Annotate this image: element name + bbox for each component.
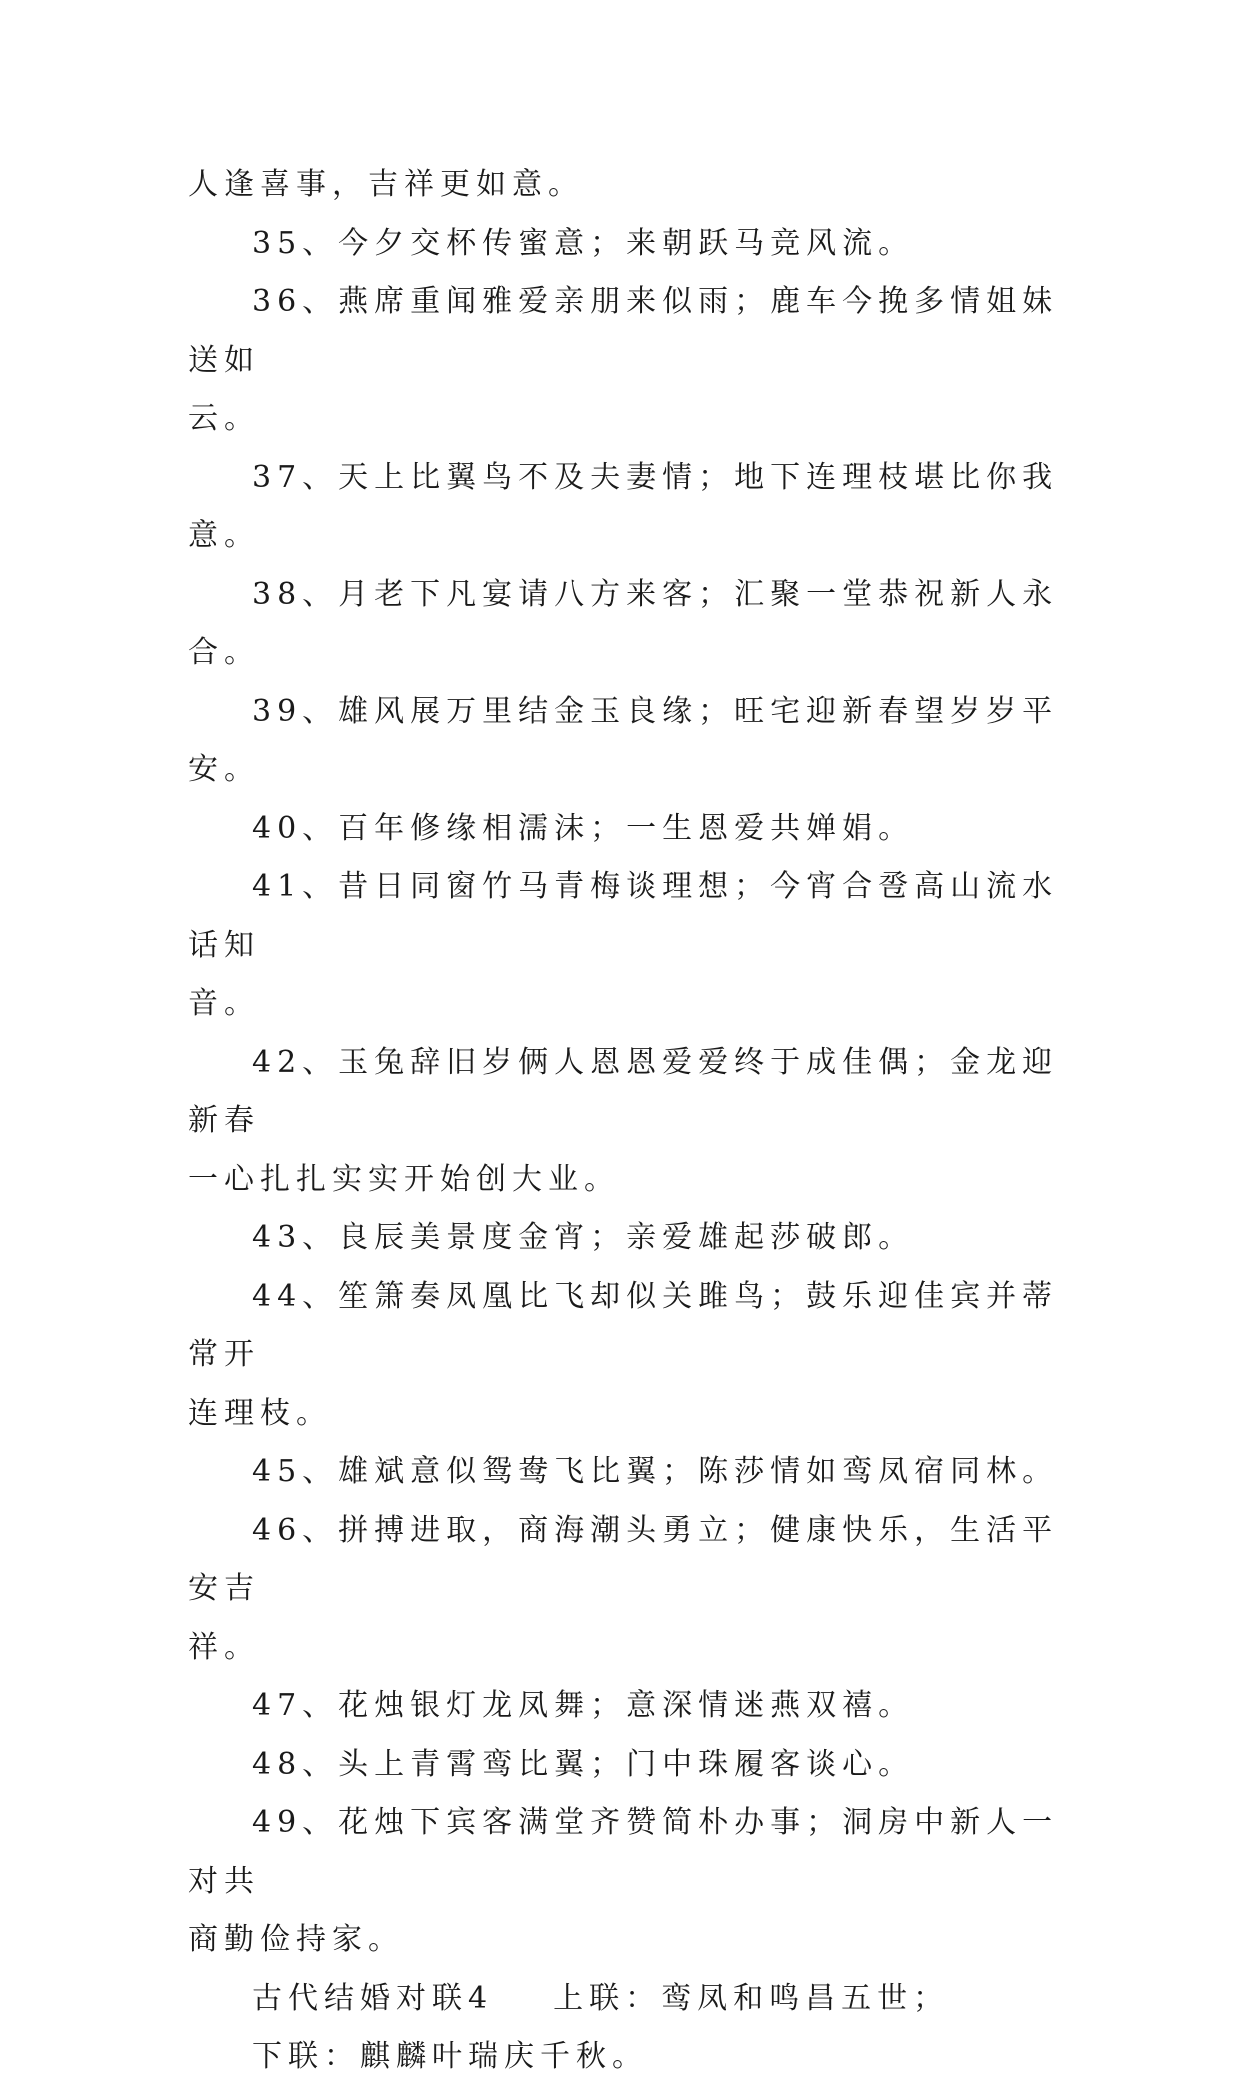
couplet-item-40: 40、百年修缘相濡沫；一生恩爱共婵娟。 xyxy=(252,810,915,846)
couplet-item-44-continuation: 连理枝。 xyxy=(188,1395,332,1431)
couplet-item-46: 46、拼搏进取，商海潮头勇立；健康快乐，生活平安吉 xyxy=(188,1512,1059,1606)
couplet-section-line xyxy=(188,1970,1068,2029)
couplet-lower-line: 下联：麒麟叶瑞庆千秋。 xyxy=(252,2039,648,2074)
couplet-item-35: 35、今夕交杯传蜜意；来朝跃马竞风流。 xyxy=(252,225,915,261)
couplet-item-36-continuation: 云。 xyxy=(188,401,260,436)
couplet-item-43: 43、良辰美景度金宵；亲爱雄起莎破郎。 xyxy=(252,1220,915,1255)
couplet-item-45: 45、雄斌意似鸳鸯飞比翼；陈莎情如鸾凤宿同林。 xyxy=(252,1454,1059,1489)
couplet-item-36: 36、燕席重闻雅爱亲朋来似雨；鹿车今挽多情姐妹送如 xyxy=(188,284,1059,378)
couplet-item-48: 48、头上青霄鸾比翼；门中珠履客谈心。 xyxy=(252,1746,915,1782)
couplet-item-37: 37、天上比翼鸟不及夫妻情；地下连理枝堪比你我意。 xyxy=(188,459,1059,553)
couplet-upper-line: 上联：鸾凤和鸣昌五世； xyxy=(553,1980,950,2016)
couplet-item-47: 47、花烛银灯龙凤舞；意深情迷燕双禧。 xyxy=(252,1688,915,1723)
text-line: 人逢喜事，吉祥更如意。 xyxy=(188,167,584,202)
couplet-item-42-continuation: 一心扎扎实实开始创大业。 xyxy=(188,1161,620,1197)
couplet-item-38: 38、月老下凡宴请八方来客；汇聚一堂恭祝新人永合。 xyxy=(188,576,1059,670)
couplet-item-41: 41、昔日同窗竹马青梅谈理想；今宵合卺高山流水话知 xyxy=(188,869,1059,963)
section-title: 古代结婚对联4 xyxy=(252,1980,494,2016)
couplet-item-49-continuation: 商勤俭持家。 xyxy=(188,1922,404,1957)
couplet-item-42: 42、玉兔辞旧岁俩人恩恩爱爱终于成佳偶；金龙迎新春 xyxy=(188,1044,1059,1138)
couplet-item-39: 39、雄风展万里结金玉良缘；旺宅迎新春望岁岁平安。 xyxy=(188,693,1059,787)
couplet-item-41-continuation: 音。 xyxy=(188,986,260,1021)
couplet-item-46-continuation: 祥。 xyxy=(188,1629,260,1665)
couplet-item-49: 49、花烛下宾客满堂齐赞简朴办事；洞房中新人一对共 xyxy=(188,1805,1059,1899)
couplet-item-44: 44、笙箫奏凤凰比飞却似关雎鸟；鼓乐迎佳宾并蒂常开 xyxy=(188,1278,1059,1372)
document-body xyxy=(188,156,1068,2087)
